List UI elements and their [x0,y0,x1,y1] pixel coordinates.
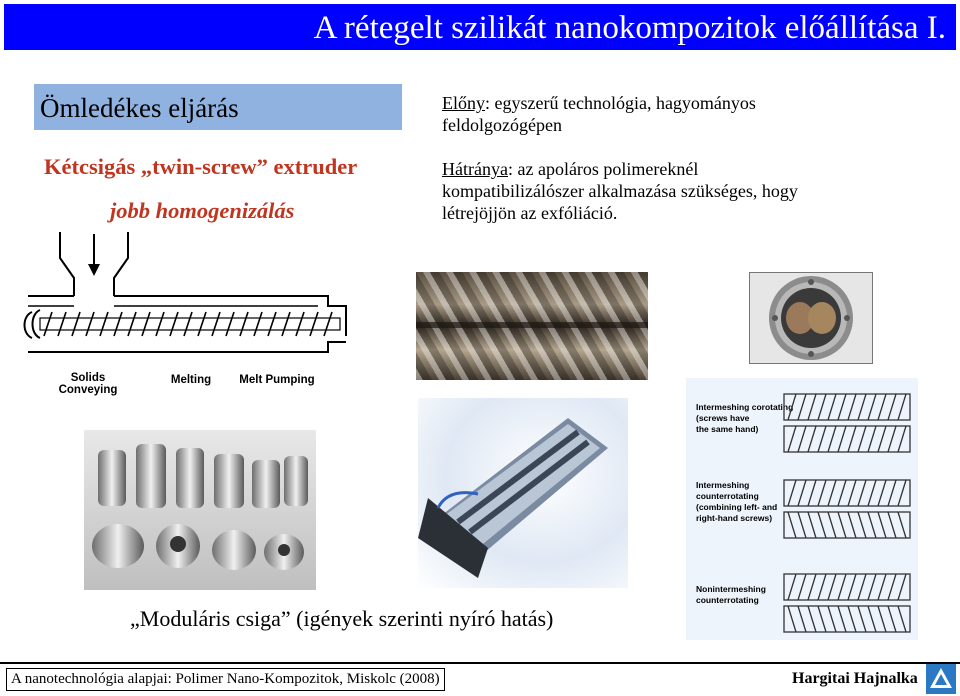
disadvantage-label: Hátránya [442,159,508,179]
screw-thread [858,606,866,632]
screw-thread [858,574,866,600]
screw-thread [868,606,876,632]
twin-screw-photo [416,272,648,380]
screw-thread [788,606,796,632]
disadvantage-text-3: létrejöjjön az exfóliáció. [442,203,618,223]
footer-divider [0,662,960,664]
screw-thread [818,606,826,632]
screw-shaft [784,574,910,600]
screw-thread [898,574,906,600]
screw-thread [798,512,806,538]
open-extruder-photo [418,398,628,588]
screw-thread [858,394,866,420]
extruder-machine-graphic [418,398,628,588]
non-line-1: Nonintermeshing [696,584,766,594]
screw-thread [838,426,846,452]
schematic-label-solids [58,372,118,396]
screw-thread [828,606,836,632]
screw-thread [878,606,886,632]
screw-thread [848,426,856,452]
screw-thread [808,574,816,600]
screw-thread [848,606,856,632]
screw-thread [838,574,846,600]
screw-thread [898,426,906,452]
screw-thread [878,574,886,600]
feed-arrow-icon [88,234,100,276]
method-heading: Ömledékes eljárás [40,93,239,123]
screw-thread [898,394,906,420]
screw-types-graphic [782,384,914,634]
modular-screw-elements-photo [84,430,316,590]
non-line-2: counterrotating [696,595,759,605]
university-logo-icon [926,664,956,694]
advantage-text-1: : egyszerű technológia, hagyományos [485,93,756,113]
screw-thread [868,512,876,538]
screw-thread [788,480,796,506]
barrel-cross-section-photo [749,272,873,364]
screw-thread [858,480,866,506]
homogenization-label: jobb homogenizálás [110,198,295,223]
screw-thread [818,394,826,420]
screw-thread [808,606,816,632]
corotating-text [696,402,793,435]
screw-shaft [784,394,910,420]
screw-thread [898,512,906,538]
screw-thread [868,480,876,506]
screw-thread [798,606,806,632]
screw-thread [898,480,906,506]
solids-line-2: Conveying [58,384,118,396]
screw-thread [848,574,856,600]
screw-thread [828,394,836,420]
screw-thread [788,426,796,452]
screw-thread [888,574,896,600]
corotating-line-1: Intermeshing corotating [696,402,794,412]
screw-thread [798,394,806,420]
counterrotating-text [696,480,777,524]
screw-thread [788,512,796,538]
screw-thread [858,426,866,452]
screw-thread [848,394,856,420]
screw-thread [848,480,856,506]
screw-thread [808,480,816,506]
screw-thread [838,512,846,538]
disadvantage-block [442,158,798,224]
screw-thread [788,394,796,420]
screw-thread [828,512,836,538]
screw-thread [898,606,906,632]
screw-thread [838,606,846,632]
screw-thread [868,426,876,452]
nonintermeshing-text [696,584,766,606]
screw-shaft [784,606,910,632]
schematic-label-pumping: Melt Pumping [239,374,315,386]
screw-thread [878,394,886,420]
screw-thread [818,574,826,600]
modular-caption: „Moduláris csiga” (igények szerinti nyíró hatás) [130,606,554,631]
slide-title: A rétegelt szilikát nanokompozitok előállítása I. [313,10,946,46]
screw-thread [888,426,896,452]
method-heading-box [34,84,402,130]
advantage-text-2: feldolgozógépen [442,115,562,135]
screw-thread [858,512,866,538]
screw-thread [828,480,836,506]
screw-thread [838,394,846,420]
screw-thread [818,426,826,452]
screw-thread [878,512,886,538]
corotating-line-2: (screws have [696,413,750,423]
screw-thread [788,574,796,600]
screw-thread [808,426,816,452]
screw-shaft [784,512,910,538]
screw-thread [798,574,806,600]
counter-line-2: counterrotating [696,491,759,501]
extruder-schematic [18,230,358,372]
title-bar [4,4,956,50]
footer-author: Hargitai Hajnalka [792,670,918,687]
screw-elements-graphic [84,430,316,590]
disadvantage-text-1: : az apoláros polimereknél [507,159,699,179]
screw-thread [878,480,886,506]
screw-thread [888,606,896,632]
extruder-label: Kétcsigás „twin-screw” extruder [44,154,358,179]
screw-thread [818,512,826,538]
counter-line-3: (combining left- and [696,502,778,512]
schematic-label-melting: Melting [170,374,212,386]
screw-thread [888,394,896,420]
solids-line-1: Solids [70,372,106,384]
screw-thread [798,480,806,506]
screw-thread [848,512,856,538]
screw-thread [798,426,806,452]
screw-thread [888,512,896,538]
screw-thread [808,394,816,420]
disadvantage-text-2: kompatibilizálószer alkalmazása szükséges, hogy [442,181,798,201]
counter-line-4: right-hand screws) [696,513,773,523]
screw-types-diagram [686,378,918,640]
screw-thread [818,480,826,506]
screw-thread [868,574,876,600]
screw-thread [878,426,886,452]
footer-course: A nanotechnológia alapjai: Polimer Nano-Kompozitok, Miskolc (2008) [6,668,445,691]
screw-thread [808,512,816,538]
advantage-label: Előny [442,93,485,113]
corotating-line-3: the same hand) [696,424,759,434]
screw-thread [888,480,896,506]
screw-thread [838,480,846,506]
advantage-block [442,92,756,136]
counter-line-1: Intermeshing [696,480,750,490]
screw-shaft [784,426,910,452]
screw-thread [868,394,876,420]
screw-shaft [784,480,910,506]
screw-thread [828,574,836,600]
screw-thread [828,426,836,452]
barrel-section-graphic [750,273,872,363]
